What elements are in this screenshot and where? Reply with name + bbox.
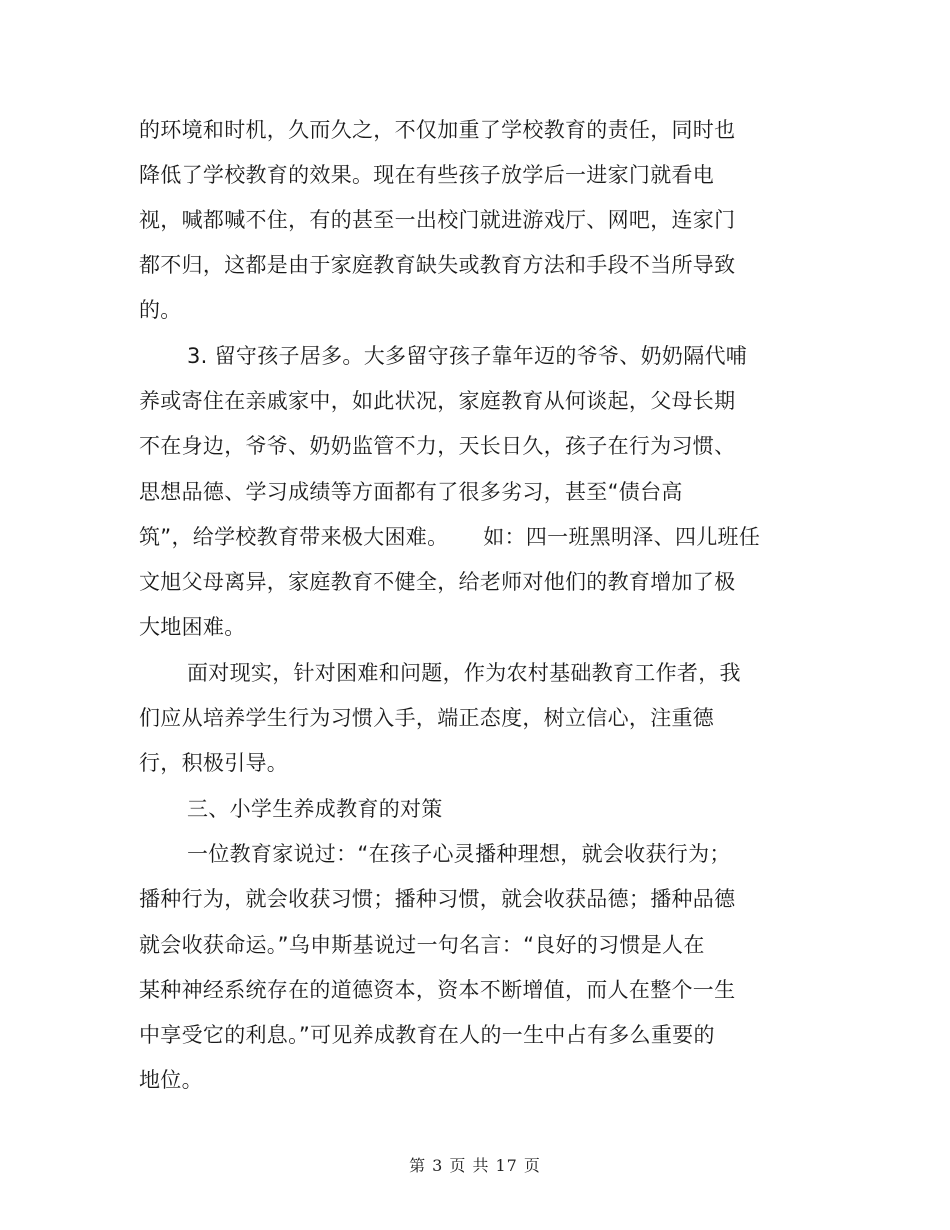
text-line: 某种神经系统存在的道德资本，资本不断增值，而人在整个一生 bbox=[139, 978, 736, 1002]
text-line: 筑”，给学校教育带来极大困难。 如：四一班黑明泽、四儿班任 bbox=[139, 525, 761, 549]
footer-prefix: 第 bbox=[409, 1156, 427, 1175]
text-line: 不在身边，爷爷、奶奶监管不力，天长日久，孩子在行为习惯、 bbox=[139, 434, 736, 458]
text-line: 的环境和时机，久而久之，不仅加重了学校教育的责任，同时也 bbox=[139, 118, 736, 142]
text-line: 文旭父母离异，家庭教育不健全，给老师对他们的教育增加了极 bbox=[139, 570, 736, 594]
footer-suffix: 页 bbox=[523, 1156, 541, 1175]
text-line: 都不归，这都是由于家庭教育缺失或教育方法和手段不当所导致 bbox=[139, 253, 736, 277]
text-line: 地位。 bbox=[139, 1068, 203, 1092]
text-line: 养或寄住在亲戚家中，如此状况，家庭教育从何谈起，父母长期 bbox=[139, 389, 736, 413]
text-line: 的。 bbox=[139, 298, 182, 322]
section-heading: 三、小学生养成教育的对策 bbox=[187, 797, 443, 821]
text-line: 中享受它的利息。”可见养成教育在人的一生中占有多么重要的 bbox=[139, 1023, 715, 1047]
page-footer bbox=[0, 1156, 950, 1176]
text-line: 降低了学校教育的效果。现在有些孩子放学后一进家门就看电 bbox=[139, 163, 715, 187]
text-line: 行，积极引导。 bbox=[139, 751, 289, 775]
text-line: 面对现实，针对困难和问题，作为农村基础教育工作者，我 bbox=[187, 661, 741, 685]
footer-mid: 页 共 bbox=[449, 1156, 490, 1175]
text-line: 视，喊都喊不住，有的甚至一出校门就进游戏厅、网吧，连家门 bbox=[139, 208, 736, 232]
text-line: 就会收获命运。”乌申斯基说过一句名言：“良好的习惯是人在 bbox=[139, 933, 705, 957]
text-line: 播种行为，就会收获习惯；播种习惯，就会收获品德；播种品德 bbox=[139, 887, 736, 911]
footer-page-number: 3 bbox=[432, 1156, 444, 1175]
text-line: 一位教育家说过：“在孩子心灵播种理想，就会收获行为； bbox=[187, 842, 731, 866]
text-line: 大地困难。 bbox=[139, 615, 246, 639]
footer-total-pages: 17 bbox=[495, 1156, 518, 1175]
text-line: 3. 留守孩子居多。大多留守孩子靠年迈的爷爷、奶奶隔代哺 bbox=[187, 344, 748, 368]
text-line: 们应从培养学生行为习惯入手，端正态度，树立信心，注重德 bbox=[139, 706, 715, 730]
text-line: 思想品德、学习成绩等方面都有了很多劣习，甚至“债台高 bbox=[139, 480, 683, 504]
